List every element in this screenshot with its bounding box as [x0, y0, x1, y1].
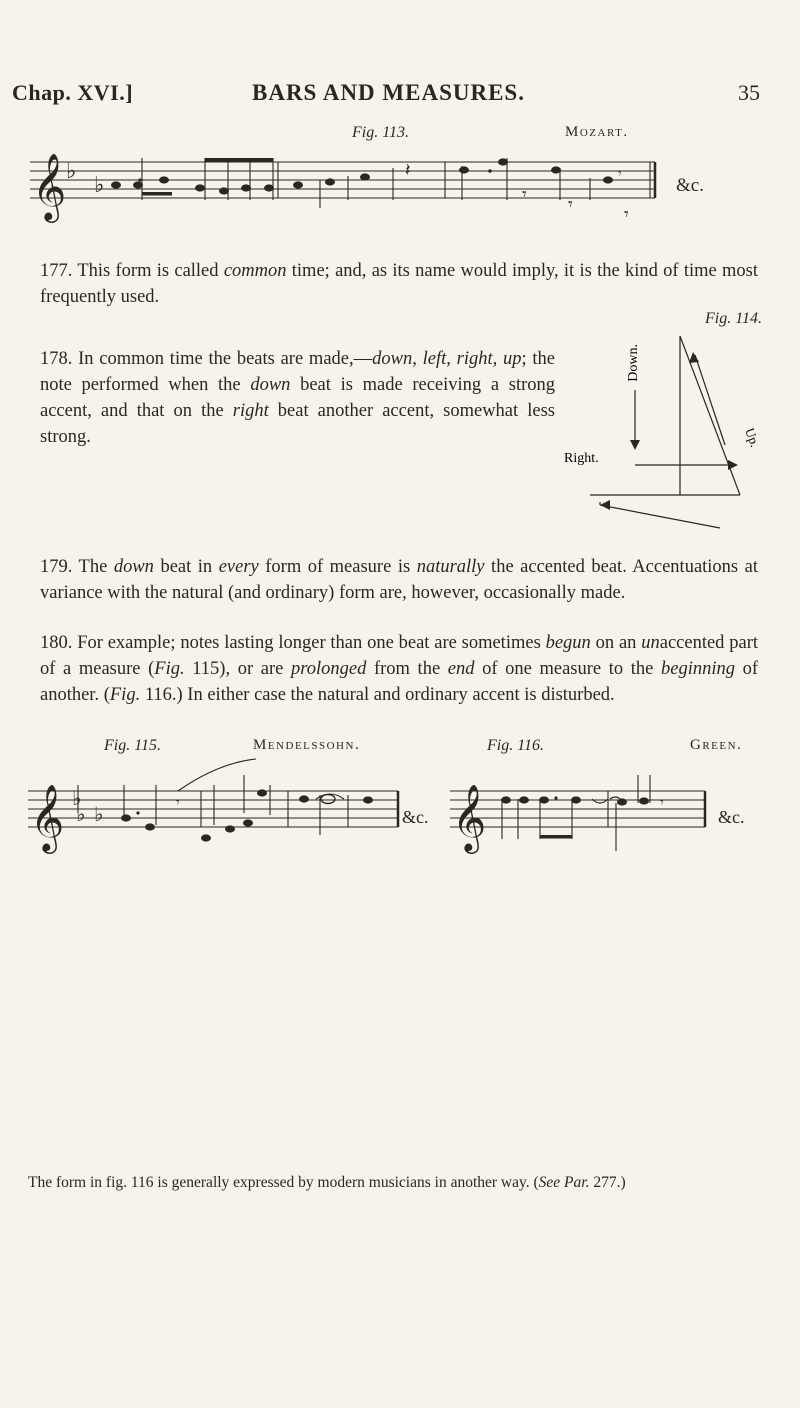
fig116-etc: &c.	[718, 807, 745, 827]
fig114-diagram	[560, 330, 780, 540]
paragraph-180: 180. For example; notes lasting longer than one beat are sometimes begun on an unaccented part of a measure (Fig. 115), or are prolonged from the end of one measure to the beginning of another. (Fig. 116.) In either case the natural and ordinary accent is disturbed.	[40, 633, 759, 705]
svg-text:𝄽: 𝄽	[405, 160, 411, 180]
svg-text:𝄾: 𝄾	[660, 796, 664, 811]
fig115-score	[28, 755, 408, 865]
paragraph-179: 179. The down beat in every form of measure is naturally the accented beat. Accentuations at variance with the natural (and ordinary) form are, however, occasionally made.	[40, 557, 759, 603]
fig113-etc: &c.	[676, 175, 704, 196]
svg-text:♭: ♭	[76, 804, 86, 826]
fig115-label: Fig. 115.	[104, 737, 162, 754]
fig116-composer: Green.	[690, 737, 743, 753]
page-title: BARS AND MEASURES.	[252, 80, 525, 105]
fig113-score	[30, 140, 710, 240]
svg-text:𝄞: 𝄞	[452, 785, 487, 850]
svg-text:Down.: Down.	[626, 344, 641, 382]
svg-text:𝄾: 𝄾	[176, 796, 180, 811]
svg-text:𝄾: 𝄾	[522, 184, 527, 204]
footnote-caption: The form in fig. 116 is generally expressed by modern musicians in another way. (See Par. 277.)	[28, 1174, 626, 1191]
svg-text:𝄾: 𝄾	[618, 167, 622, 182]
fig115-etc: &c.	[402, 807, 429, 827]
svg-text:𝄞: 𝄞	[32, 154, 67, 219]
paragraph-178: 178. In common time the beats are made,—down, left, right, up; the note performed when the down beat is made receiving a strong accent, and that on the right beat another accent, somewhat less strong.	[40, 349, 556, 447]
svg-text:𝄞: 𝄞	[30, 785, 65, 850]
svg-text:Up.: Up.	[742, 425, 763, 450]
svg-text:♭: ♭	[94, 804, 104, 826]
fig114-label: Fig. 114.	[705, 310, 763, 327]
page-number: 35	[738, 80, 760, 105]
svg-text:♭: ♭	[66, 158, 77, 183]
svg-text:𝄾: 𝄾	[624, 204, 629, 224]
fig116-score	[450, 755, 720, 865]
chapter-heading: Chap. XVI.]	[12, 80, 134, 105]
fig116-label: Fig. 116.	[487, 737, 545, 754]
fig113-label: Fig. 113.	[352, 124, 410, 141]
svg-text:♭: ♭	[72, 788, 82, 810]
fig115-composer: Mendelssohn.	[253, 737, 361, 753]
svg-text:𝄾: 𝄾	[568, 194, 573, 214]
fig113-composer: Mozart.	[565, 124, 629, 140]
svg-text:♭: ♭	[94, 172, 105, 197]
svg-text:Right.: Right.	[564, 451, 599, 466]
paragraph-177: 177. This form is called common time; and, as its name would imply, it is the kind of time most frequently used.	[40, 261, 758, 307]
